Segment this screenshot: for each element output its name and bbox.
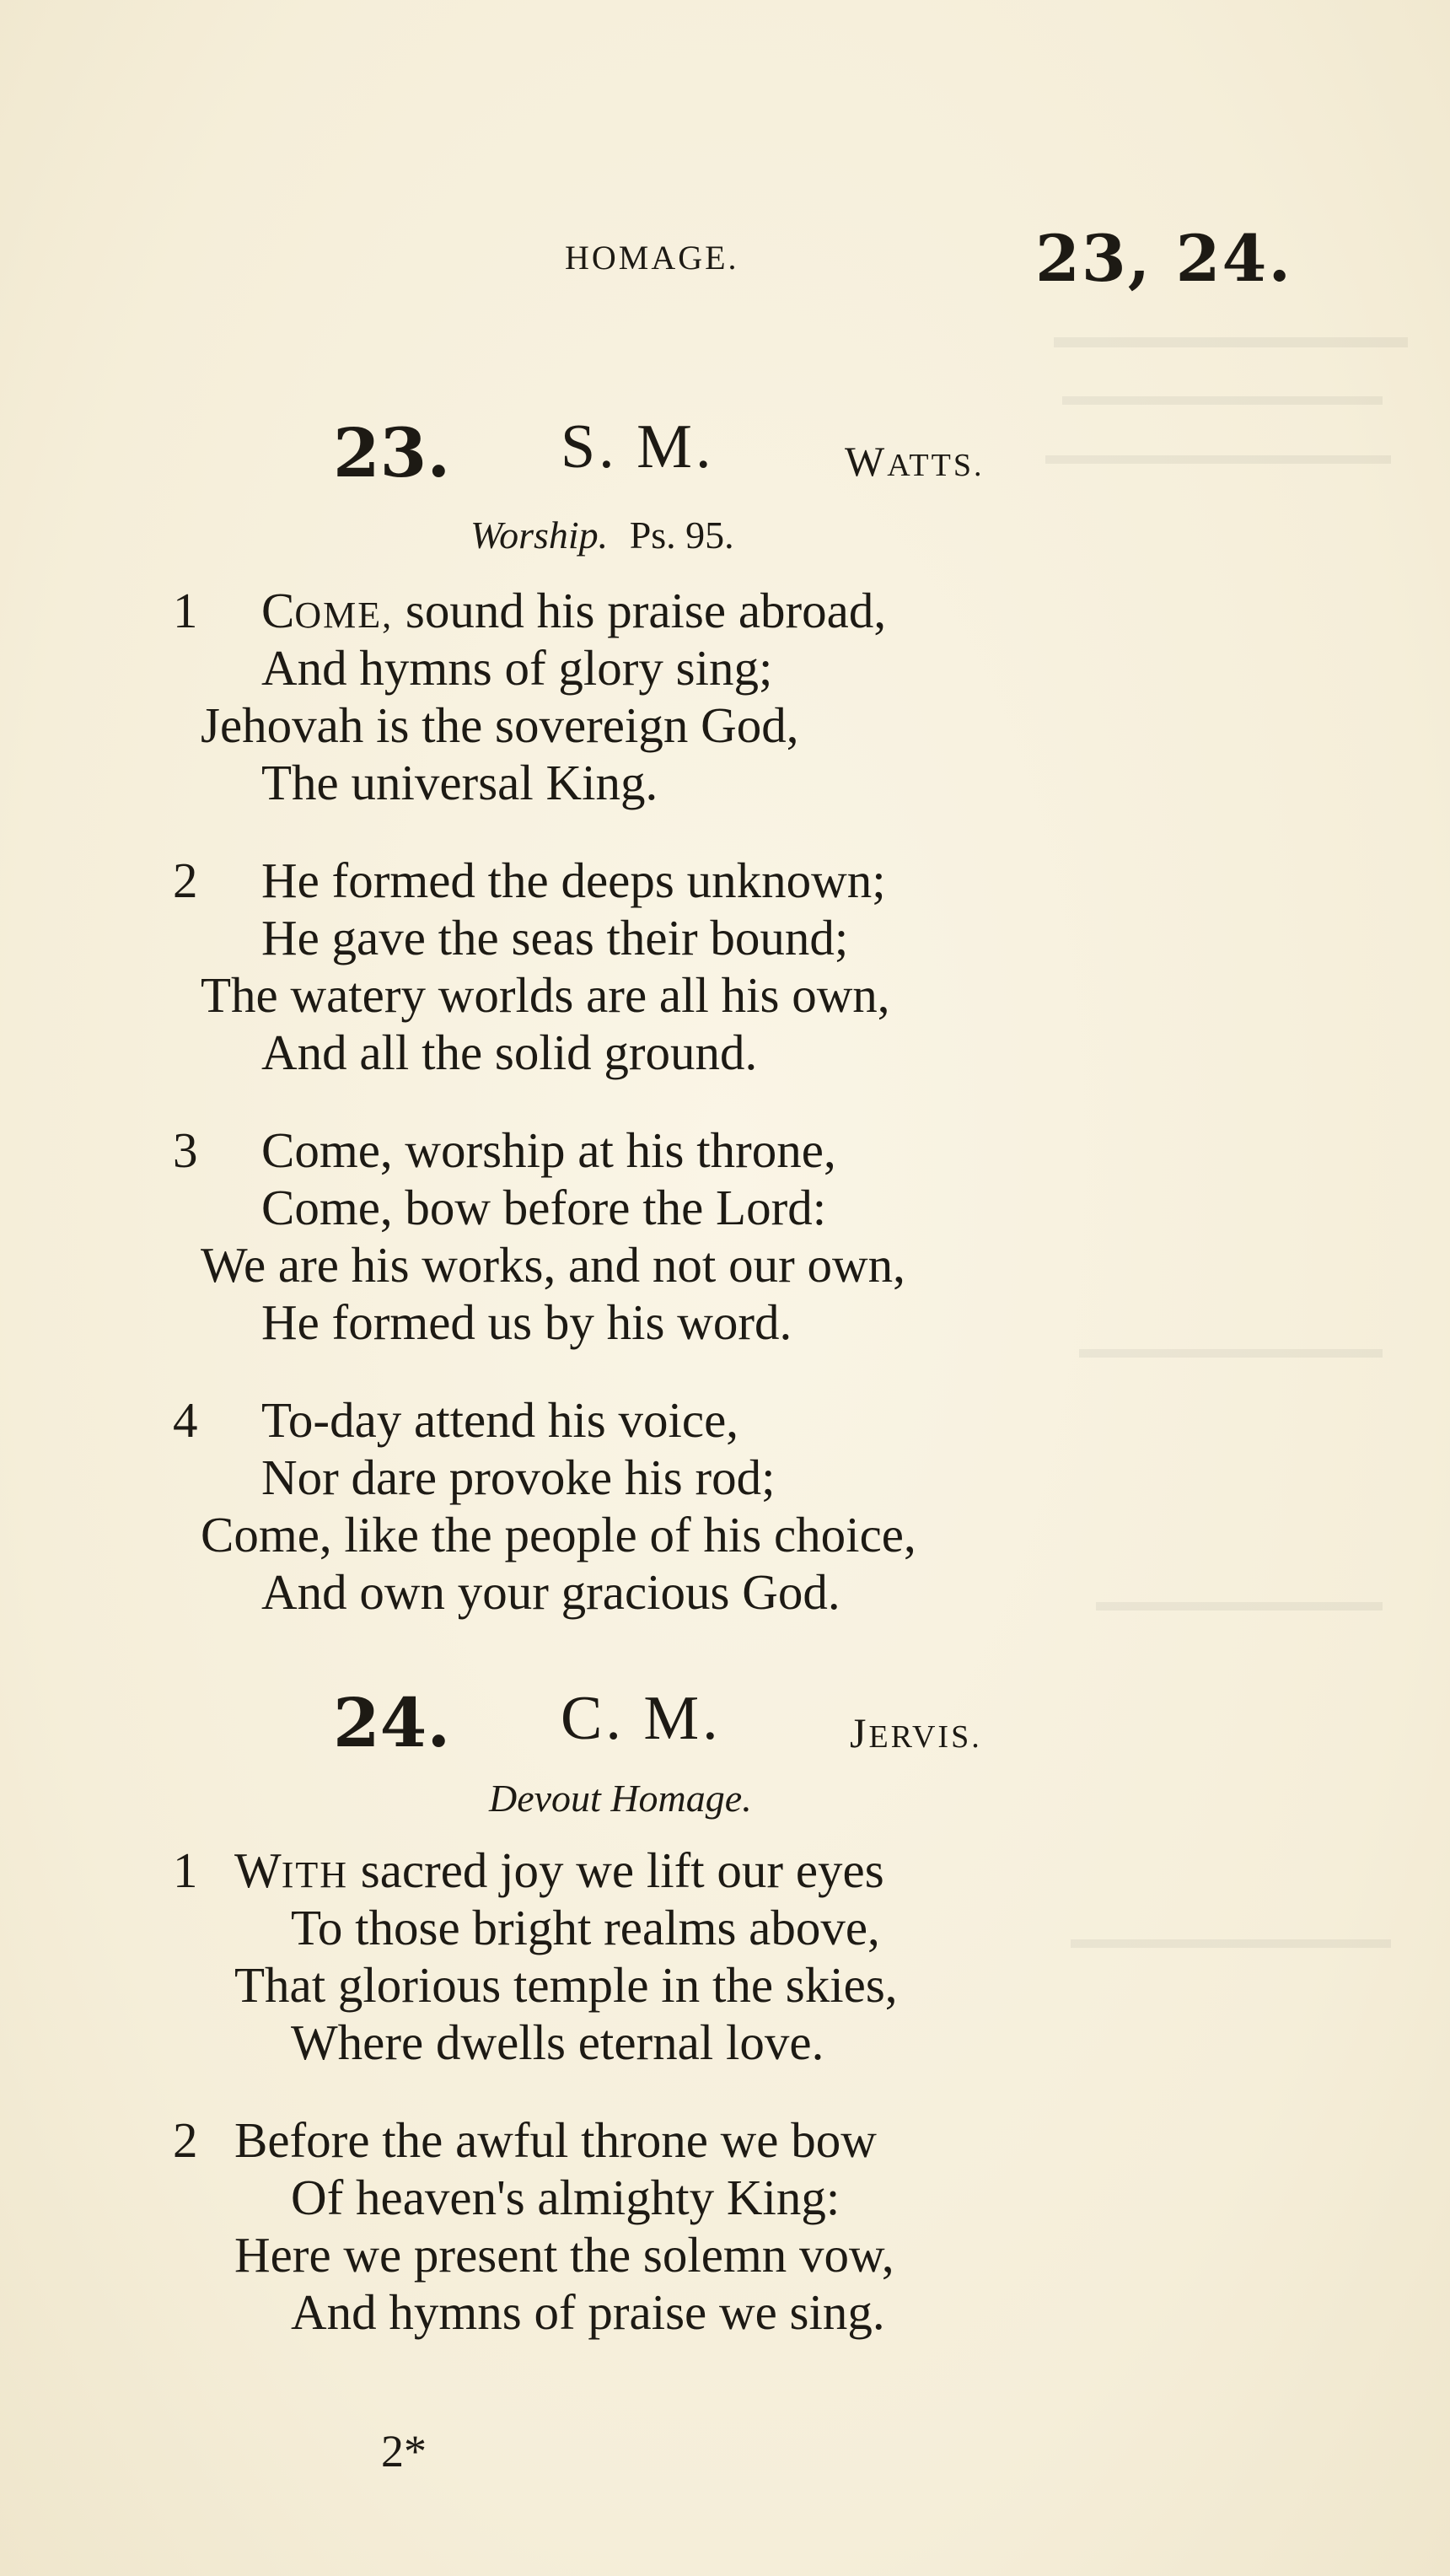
hymn-meter: S. M. bbox=[561, 412, 715, 481]
verse-line: He gave the seas their bound; bbox=[261, 910, 849, 965]
verse-line: Come, worship at his throne, bbox=[261, 1122, 836, 1178]
subtitle-title: Devout Homage. bbox=[489, 1777, 752, 1820]
hymn-subtitle bbox=[470, 513, 734, 557]
author-rest: ATTS. bbox=[887, 448, 985, 483]
author-initial: J bbox=[850, 1709, 869, 1756]
verse-line: Where dwells eternal love. bbox=[291, 2014, 824, 2070]
stanza-number: 2 bbox=[173, 852, 198, 908]
verse-line: Before the awful throne we bow bbox=[234, 2112, 877, 2168]
signature-mark: 2* bbox=[381, 2426, 427, 2477]
verse-line: To-day attend his voice, bbox=[261, 1392, 739, 1448]
small-caps-word: ITH bbox=[281, 1854, 348, 1896]
verse-line: Come, bow before the Lord: bbox=[261, 1180, 827, 1235]
hymn-number: 24. bbox=[333, 1683, 451, 1762]
author-initial: W bbox=[845, 438, 888, 485]
drop-letter: W bbox=[234, 1842, 282, 1898]
verse-line: Here we present the solemn vow, bbox=[234, 2227, 894, 2283]
verse-line: The watery worlds are all his own, bbox=[201, 967, 890, 1023]
verse-line: Jehovah is the sovereign God, bbox=[201, 697, 799, 753]
author-rest: ERVIS. bbox=[868, 1719, 982, 1755]
stanza-number: 4 bbox=[173, 1392, 198, 1448]
verse-line bbox=[261, 582, 886, 640]
verse-line: He formed the deeps unknown; bbox=[261, 852, 886, 908]
drop-letter: C bbox=[261, 583, 295, 638]
running-head: HOMAGE. bbox=[565, 239, 739, 277]
hymn-author bbox=[850, 1708, 982, 1757]
verse-line: And all the solid ground. bbox=[261, 1024, 758, 1080]
verse-line: That glorious temple in the skies, bbox=[234, 1957, 898, 2013]
verse-line bbox=[234, 1842, 884, 1900]
subtitle-reference: Ps. 95. bbox=[629, 514, 734, 557]
verse-line: The universal King. bbox=[261, 755, 658, 810]
verse-line: He formed us by his word. bbox=[261, 1294, 792, 1350]
small-caps-word: OME, bbox=[294, 594, 394, 636]
hymn-subtitle bbox=[489, 1776, 752, 1820]
page-numbers: 23, 24. bbox=[1035, 221, 1292, 296]
hymn-number: 23. bbox=[333, 413, 451, 492]
hymn-author bbox=[845, 437, 985, 486]
verse-line: Nor dare provoke his rod; bbox=[261, 1449, 776, 1505]
verse-line: And hymns of glory sing; bbox=[261, 640, 773, 696]
verse-line: And hymns of praise we sing. bbox=[291, 2284, 885, 2340]
stanza-number: 1 bbox=[173, 583, 198, 638]
verse-line: To those bright realms above, bbox=[291, 1900, 880, 1955]
line-text: sound his praise abroad, bbox=[393, 583, 887, 638]
verse-line: Come, like the people of his choice, bbox=[201, 1507, 916, 1562]
hymn-meter: C. M. bbox=[561, 1684, 722, 1753]
subtitle-title: Worship. bbox=[470, 514, 609, 557]
verse-line: Of heaven's almighty King: bbox=[291, 2170, 840, 2225]
verse-line: And own your gracious God. bbox=[261, 1564, 840, 1620]
stanza-number: 3 bbox=[173, 1122, 198, 1178]
stanza-number: 1 bbox=[173, 1842, 198, 1898]
stanza-number: 2 bbox=[173, 2112, 198, 2168]
verse-line: We are his works, and not our own, bbox=[201, 1237, 905, 1293]
line-text: sacred joy we lift our eyes bbox=[348, 1842, 884, 1898]
